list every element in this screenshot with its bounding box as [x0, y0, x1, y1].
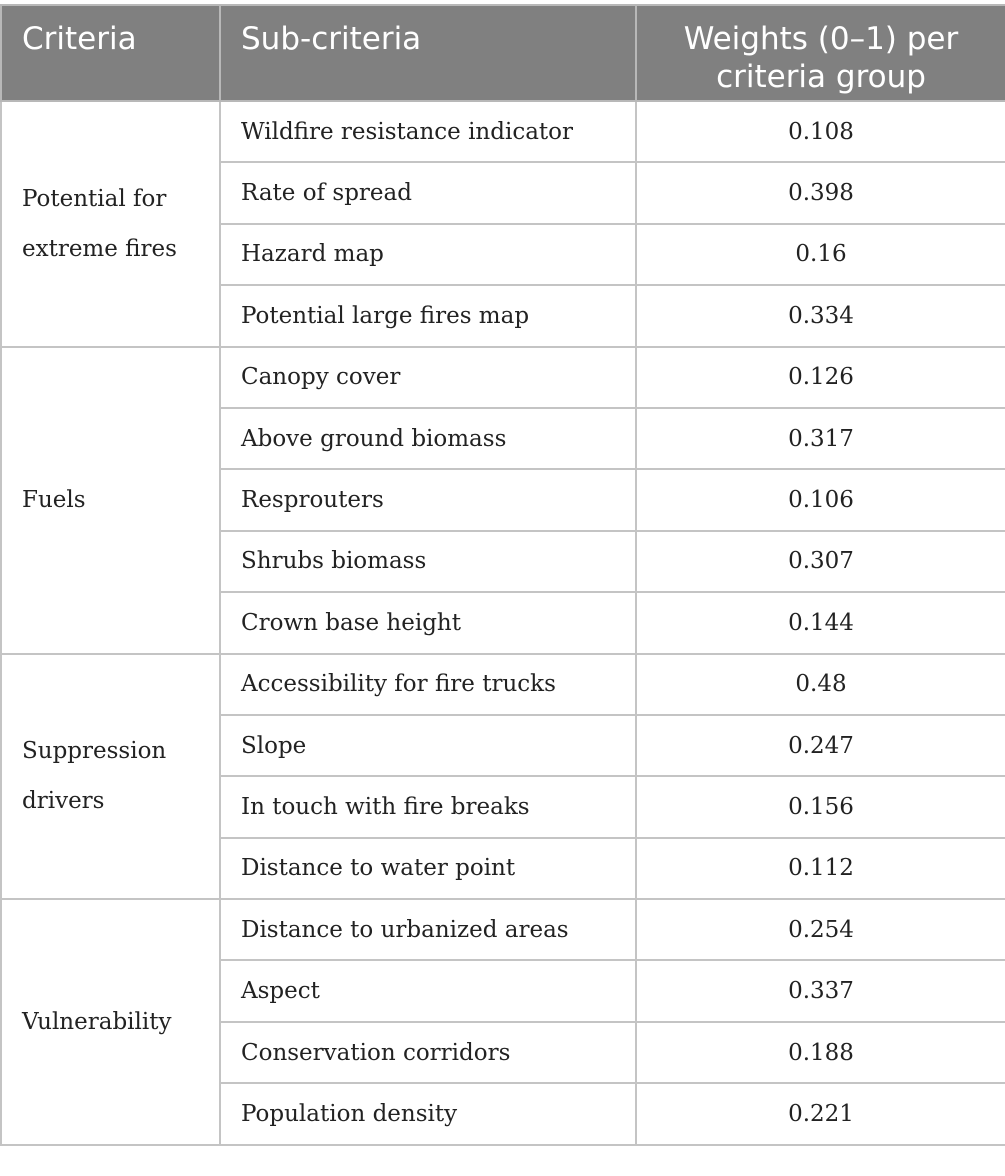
weight-cell: 0.254 [636, 899, 1005, 960]
sub-criteria-cell: Potential large fires map [220, 285, 636, 346]
criteria-weights-table [0, 4, 1005, 1146]
header-weights: Weights (0–1) per criteria group [636, 5, 1005, 101]
sub-criteria-cell: Hazard map [220, 224, 636, 285]
weight-cell: 0.16 [636, 224, 1005, 285]
weight-cell: 0.188 [636, 1022, 1005, 1083]
weight-cell: 0.126 [636, 347, 1005, 408]
weight-cell: 0.317 [636, 408, 1005, 469]
sub-criteria-cell: Canopy cover [220, 347, 636, 408]
table-row [1, 347, 1005, 408]
sub-criteria-cell: Accessibility for fire trucks [220, 654, 636, 715]
sub-criteria-cell: Conservation corridors [220, 1022, 636, 1083]
weight-cell: 0.334 [636, 285, 1005, 346]
weight-cell: 0.398 [636, 162, 1005, 223]
criteria-cell: Fuels [1, 347, 220, 654]
weight-cell: 0.48 [636, 654, 1005, 715]
header-row [1, 5, 1005, 101]
sub-criteria-cell: Slope [220, 715, 636, 776]
table-row [1, 899, 1005, 960]
sub-criteria-cell: Distance to urbanized areas [220, 899, 636, 960]
sub-criteria-cell: Resprouters [220, 469, 636, 530]
weight-cell: 0.221 [636, 1083, 1005, 1144]
sub-criteria-cell: Distance to water point [220, 838, 636, 899]
weight-cell: 0.144 [636, 592, 1005, 653]
sub-criteria-cell: Aspect [220, 960, 636, 1021]
header-sub-criteria: Sub-criteria [220, 5, 636, 101]
sub-criteria-cell: Rate of spread [220, 162, 636, 223]
table-row [1, 101, 1005, 162]
weight-cell: 0.307 [636, 531, 1005, 592]
table-row [1, 654, 1005, 715]
criteria-cell: Vulnerability [1, 899, 220, 1145]
sub-criteria-cell: Shrubs biomass [220, 531, 636, 592]
weight-cell: 0.156 [636, 776, 1005, 837]
sub-criteria-cell: Above ground biomass [220, 408, 636, 469]
weight-cell: 0.337 [636, 960, 1005, 1021]
sub-criteria-cell: Wildfire resistance indicator [220, 101, 636, 162]
criteria-cell: Potential for extreme fires [1, 101, 220, 347]
header-criteria: Criteria [1, 5, 220, 101]
weight-cell: 0.112 [636, 838, 1005, 899]
criteria-cell: Suppression drivers [1, 654, 220, 900]
sub-criteria-cell: Crown base height [220, 592, 636, 653]
weight-cell: 0.108 [636, 101, 1005, 162]
weight-cell: 0.247 [636, 715, 1005, 776]
weight-cell: 0.106 [636, 469, 1005, 530]
sub-criteria-cell: Population density [220, 1083, 636, 1144]
sub-criteria-cell: In touch with fire breaks [220, 776, 636, 837]
